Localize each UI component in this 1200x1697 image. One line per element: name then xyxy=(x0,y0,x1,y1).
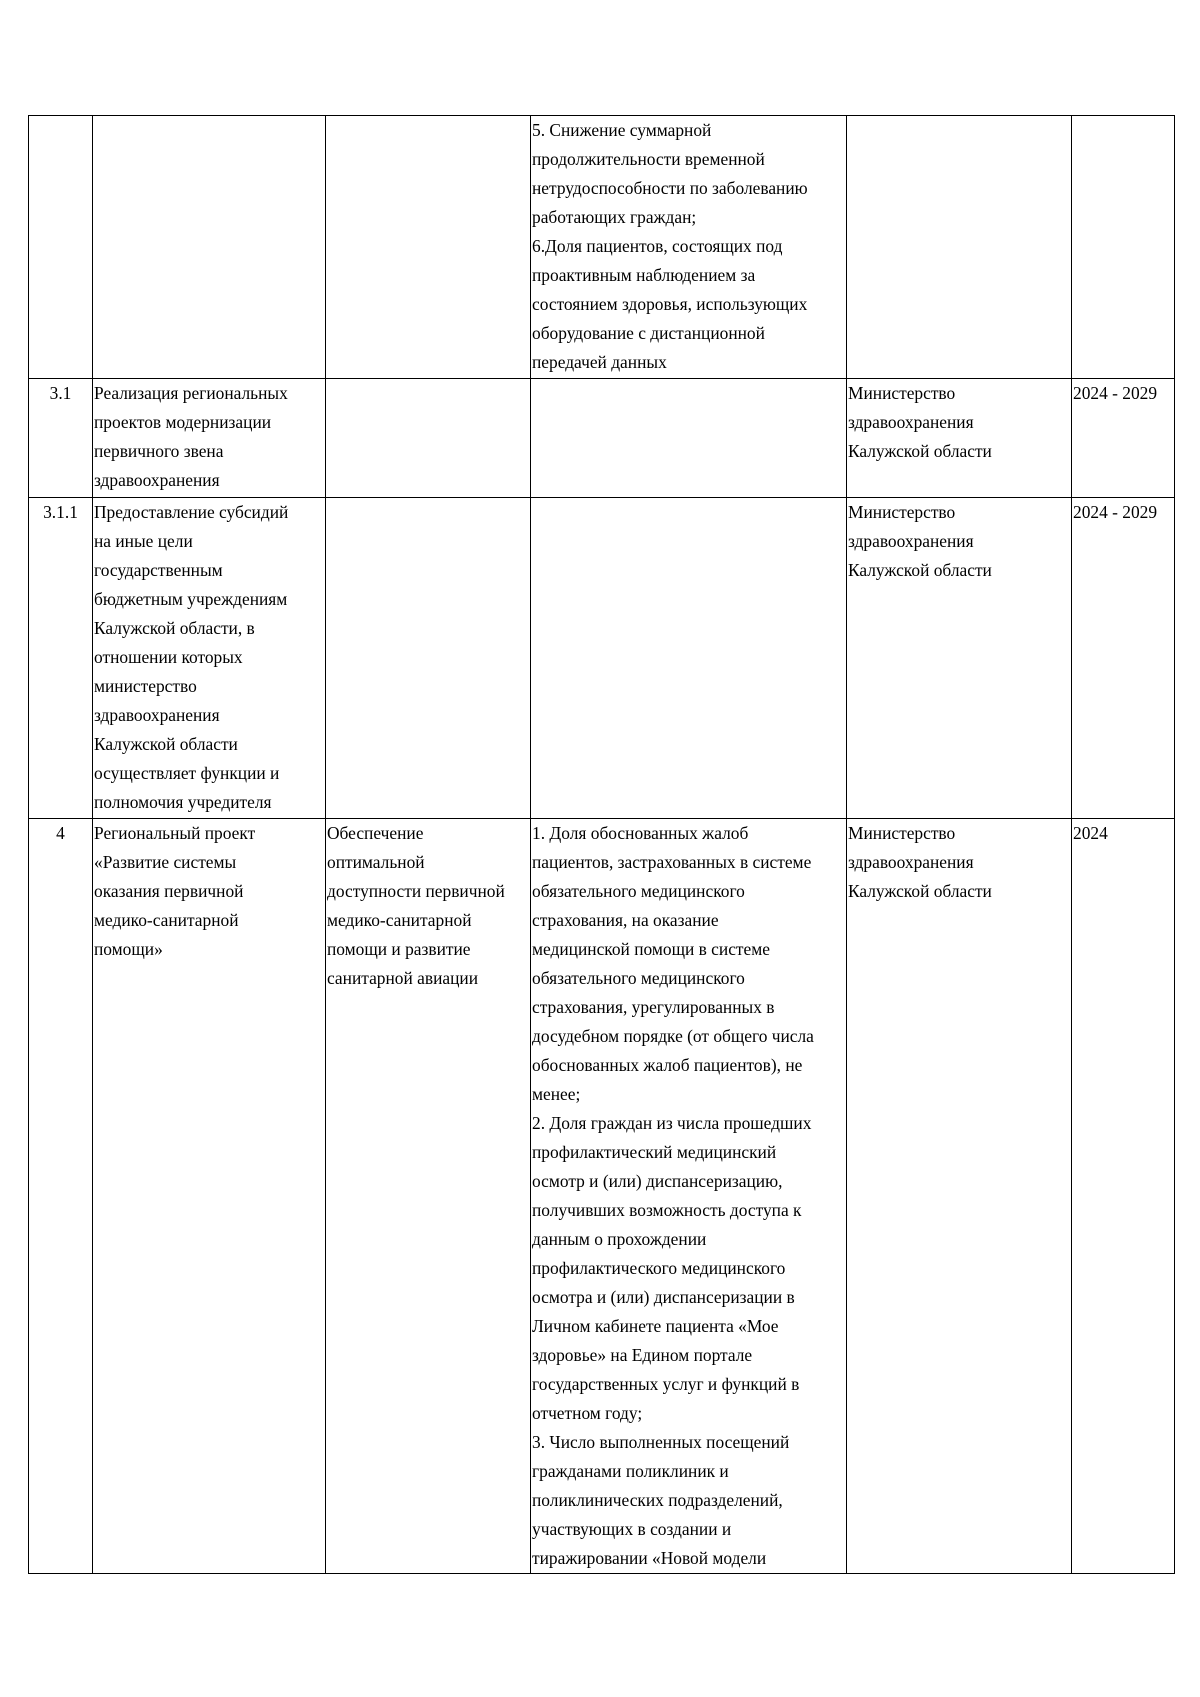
task-cell xyxy=(326,116,531,379)
responsible-cell xyxy=(847,379,1072,498)
cell-text-line: Личном кабинете пациента «Мое xyxy=(532,1316,779,1336)
cell-text-line: Калужской области xyxy=(848,441,992,461)
cell-text-line: Калужской области xyxy=(848,881,992,901)
cell-text-line: здоровье» на Едином портале xyxy=(532,1345,753,1365)
cell-text-line: помощи и развитие xyxy=(327,939,471,959)
responsible-cell xyxy=(847,498,1072,819)
task-cell xyxy=(326,498,531,819)
cell-text-line: продолжительности временной xyxy=(532,149,765,169)
cell-text-line: 2. Доля граждан из числа прошедших xyxy=(532,1113,812,1133)
cell-text-line: Обеспечение xyxy=(327,823,424,843)
cell-text-line: нетрудоспособности по заболеванию xyxy=(532,178,808,198)
table-row xyxy=(29,819,1175,1574)
indicators-cell xyxy=(531,819,847,1574)
cell-text-line: 1. Доля обоснованных жалоб xyxy=(532,823,749,843)
cell-text-line: Министерство xyxy=(848,502,956,522)
cell-text-line: на иные цели xyxy=(94,531,193,551)
cell-text-line: тиражировании «Новой модели xyxy=(532,1548,767,1568)
cell-text-line: осуществляет функции и xyxy=(94,763,280,783)
cell-text-line: «Развитие системы xyxy=(94,852,237,872)
cell-text-line: данным о прохождении xyxy=(532,1229,707,1249)
cell-text-line: обоснованных жалоб пациентов), не xyxy=(532,1055,803,1075)
table-row xyxy=(29,379,1175,498)
cell-text-line: передачей данных xyxy=(532,352,667,372)
event-cell xyxy=(93,116,326,379)
cell-text-line: менее; xyxy=(532,1084,581,1104)
cell-text-line: Реализация региональных xyxy=(94,383,288,403)
period-cell: 2024 - 2029 xyxy=(1072,498,1175,819)
cell-text-line: состоянием здоровья, использующих xyxy=(532,294,808,314)
cell-text-line: Калужской области xyxy=(848,560,992,580)
cell-text-line: медико-санитарной xyxy=(94,910,239,930)
cell-text-line: санитарной авиации xyxy=(327,968,479,988)
cell-text-line: отношении которых xyxy=(94,647,243,667)
cell-text-line: профилактического медицинского xyxy=(532,1258,786,1278)
cell-text-line: медико-санитарной xyxy=(327,910,472,930)
cell-text-line: страхования, урегулированных в xyxy=(532,997,775,1017)
cell-text-line: министерство xyxy=(94,676,197,696)
cell-text-line: медицинской помощи в системе xyxy=(532,939,770,959)
document-table xyxy=(28,115,1175,1574)
period-cell: 2024 - 2029 xyxy=(1072,379,1175,498)
cell-text-line: участвующих в создании и xyxy=(532,1519,732,1539)
cell-text-line: здравоохранения xyxy=(848,531,974,551)
cell-text-line: 3. Число выполненных посещений xyxy=(532,1432,790,1452)
cell-text-line: 6.Доля пациентов, состоящих под xyxy=(532,236,783,256)
cell-text-line: осмотр и (или) диспансеризацию, xyxy=(532,1171,783,1191)
cell-text-line: оказания первичной xyxy=(94,881,244,901)
indicators-cell xyxy=(531,379,847,498)
cell-text-line: полномочия учредителя xyxy=(94,792,272,812)
event-cell xyxy=(93,379,326,498)
cell-text-line: работающих граждан; xyxy=(532,207,697,227)
cell-text-line: осмотра и (или) диспансеризации в xyxy=(532,1287,795,1307)
cell-text-line: Региональный проект xyxy=(94,823,256,843)
table-row xyxy=(29,116,1175,379)
task-cell xyxy=(326,819,531,1574)
row-number-cell: 3.1.1 xyxy=(29,498,93,819)
cell-text-line: здравоохранения xyxy=(848,852,974,872)
cell-text-line: 5. Снижение суммарной xyxy=(532,120,712,140)
row-number-cell: 3.1 xyxy=(29,379,93,498)
row-number-cell xyxy=(29,116,93,379)
cell-text-line: бюджетным учреждениям xyxy=(94,589,288,609)
indicators-cell xyxy=(531,116,847,379)
cell-text-line: здравоохранения xyxy=(94,470,220,490)
cell-text-line: здравоохранения xyxy=(848,412,974,432)
cell-text-line: получивших возможность доступа к xyxy=(532,1200,802,1220)
period-cell xyxy=(1072,116,1175,379)
cell-text-line: гражданами поликлиник и xyxy=(532,1461,729,1481)
cell-text-line: обязательного медицинского xyxy=(532,968,745,988)
cell-text-line: Министерство xyxy=(848,383,956,403)
cell-text-line: Калужской области xyxy=(94,734,238,754)
event-cell xyxy=(93,819,326,1574)
cell-text-line: государственным xyxy=(94,560,223,580)
cell-text-line: оптимальной xyxy=(327,852,425,872)
cell-text-line: проактивным наблюдением за xyxy=(532,265,756,285)
cell-text-line: профилактический медицинский xyxy=(532,1142,777,1162)
cell-text-line: страхования, на оказание xyxy=(532,910,719,930)
cell-text-line: проектов модернизации xyxy=(94,412,272,432)
responsible-cell xyxy=(847,819,1072,1574)
period-cell: 2024 xyxy=(1072,819,1175,1574)
cell-text-line: доступности первичной xyxy=(327,881,505,901)
cell-text-line: оборудование с дистанционной xyxy=(532,323,765,343)
cell-text-line: здравоохранения xyxy=(94,705,220,725)
cell-text-line: отчетном году; xyxy=(532,1403,643,1423)
cell-text-line: помощи» xyxy=(94,939,163,959)
indicators-cell xyxy=(531,498,847,819)
cell-text-line: поликлинических подразделений, xyxy=(532,1490,783,1510)
task-cell xyxy=(326,379,531,498)
table-row xyxy=(29,498,1175,819)
responsible-cell xyxy=(847,116,1072,379)
event-cell xyxy=(93,498,326,819)
cell-text-line: обязательного медицинского xyxy=(532,881,745,901)
cell-text-line: пациентов, застрахованных в системе xyxy=(532,852,812,872)
cell-text-line: государственных услуг и функций в xyxy=(532,1374,800,1394)
cell-text-line: Предоставление субсидий xyxy=(94,502,289,522)
row-number-cell: 4 xyxy=(29,819,93,1574)
cell-text-line: первичного звена xyxy=(94,441,224,461)
cell-text-line: досудебном порядке (от общего числа xyxy=(532,1026,814,1046)
cell-text-line: Калужской области, в xyxy=(94,618,255,638)
cell-text-line: Министерство xyxy=(848,823,956,843)
